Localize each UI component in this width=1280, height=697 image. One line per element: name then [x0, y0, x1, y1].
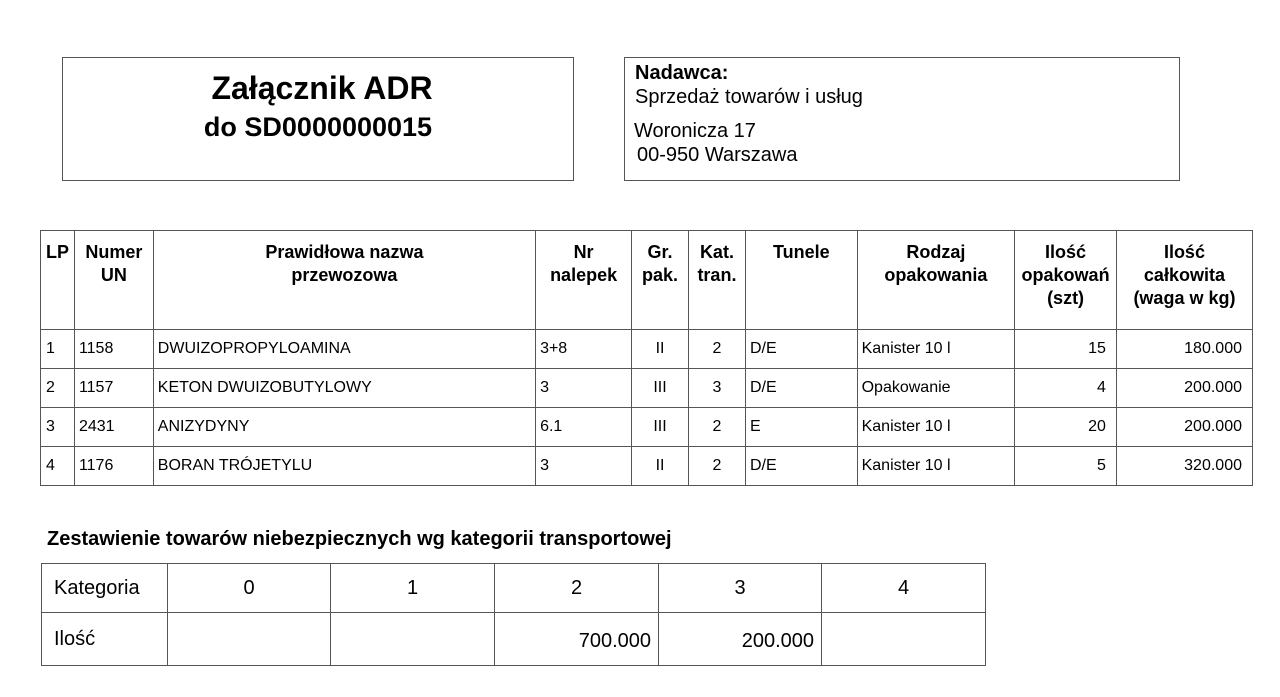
- document-reference: do SD0000000015: [203, 112, 433, 142]
- cell-package-count: 15: [1015, 330, 1117, 369]
- cell-total-weight: 180.000: [1116, 330, 1252, 369]
- cell-transport-category: 2: [688, 330, 745, 369]
- cell-un-number: 1176: [74, 447, 153, 486]
- sender-box: [624, 57, 1180, 181]
- cell-tunnels: E: [745, 408, 857, 447]
- cell-transport-category: 2: [688, 447, 745, 486]
- cell-un-number: 1158: [74, 330, 153, 369]
- summary-quantity: [168, 613, 331, 666]
- cell-packaging-type: Kanister 10 l: [857, 408, 1015, 447]
- sender-label: Nadawca:: [635, 62, 729, 84]
- summary-category: 2: [495, 564, 659, 613]
- cell-labels: 3+8: [536, 330, 632, 369]
- cell-total-weight: 200.000: [1116, 369, 1252, 408]
- document-title: Załącznik ADR: [211, 70, 433, 106]
- summary-quantity-row: [42, 613, 986, 666]
- column-header: Numer UN: [74, 231, 153, 330]
- cell-packing-group: III: [632, 408, 689, 447]
- cell-shipping-name: ANIZYDYNY: [153, 408, 535, 447]
- summary-title: Zestawienie towarów niebezpiecznych wg kategorii transportowej: [47, 528, 672, 550]
- cell-transport-category: 2: [688, 408, 745, 447]
- summary-row-label: Kategoria: [42, 564, 168, 613]
- column-header: Nr nalepek: [536, 231, 632, 330]
- transport-category-summary-table: [41, 563, 986, 666]
- summary-quantity: [822, 613, 986, 666]
- table-row: [41, 330, 1253, 369]
- column-header: Tunele: [745, 231, 857, 330]
- cell-packing-group: II: [632, 447, 689, 486]
- cell-packaging-type: Opakowanie: [857, 369, 1015, 408]
- column-header: Ilość całkowita (waga w kg): [1116, 231, 1252, 330]
- cell-lp: 3: [41, 408, 75, 447]
- sender-city: 00-950 Warszawa: [637, 144, 798, 166]
- cell-labels: 6.1: [536, 408, 632, 447]
- cell-lp: 2: [41, 369, 75, 408]
- cell-lp: 4: [41, 447, 75, 486]
- summary-row-label: Ilość: [42, 613, 168, 666]
- summary-category-row: [42, 564, 986, 613]
- sender-street: Woronicza 17: [634, 120, 756, 142]
- summary-quantity: 700.000: [495, 613, 659, 666]
- summary-category: 0: [168, 564, 331, 613]
- cell-shipping-name: DWUIZOPROPYLOAMINA: [153, 330, 535, 369]
- summary-category: 1: [331, 564, 495, 613]
- cell-un-number: 1157: [74, 369, 153, 408]
- cell-labels: 3: [536, 369, 632, 408]
- cell-packaging-type: Kanister 10 l: [857, 447, 1015, 486]
- table-header-row: [41, 231, 1253, 330]
- column-header: LP: [41, 231, 75, 330]
- cell-package-count: 5: [1015, 447, 1117, 486]
- document-title-box: [62, 57, 574, 181]
- cell-shipping-name: KETON DWUIZOBUTYLOWY: [153, 369, 535, 408]
- cell-transport-category: 3: [688, 369, 745, 408]
- cell-shipping-name: BORAN TRÓJETYLU: [153, 447, 535, 486]
- cell-packaging-type: Kanister 10 l: [857, 330, 1015, 369]
- summary-category: 4: [822, 564, 986, 613]
- column-header: Rodzaj opakowania: [857, 231, 1015, 330]
- table-row: [41, 408, 1253, 447]
- cell-tunnels: D/E: [745, 369, 857, 408]
- cell-total-weight: 320.000: [1116, 447, 1252, 486]
- column-header: Gr. pak.: [632, 231, 689, 330]
- table-row: [41, 447, 1253, 486]
- summary-quantity: [331, 613, 495, 666]
- column-header: Ilość opakowań (szt): [1015, 231, 1117, 330]
- column-header: Kat. tran.: [688, 231, 745, 330]
- dangerous-goods-table: [40, 230, 1253, 486]
- cell-lp: 1: [41, 330, 75, 369]
- cell-packing-group: II: [632, 330, 689, 369]
- summary-quantity: 200.000: [659, 613, 822, 666]
- table-row: [41, 369, 1253, 408]
- cell-tunnels: D/E: [745, 447, 857, 486]
- cell-tunnels: D/E: [745, 330, 857, 369]
- cell-packing-group: III: [632, 369, 689, 408]
- summary-category: 3: [659, 564, 822, 613]
- cell-package-count: 4: [1015, 369, 1117, 408]
- cell-package-count: 20: [1015, 408, 1117, 447]
- cell-labels: 3: [536, 447, 632, 486]
- sender-name: Sprzedaż towarów i usług: [635, 86, 863, 108]
- column-header: Prawidłowa nazwa przewozowa: [153, 231, 535, 330]
- cell-un-number: 2431: [74, 408, 153, 447]
- cell-total-weight: 200.000: [1116, 408, 1252, 447]
